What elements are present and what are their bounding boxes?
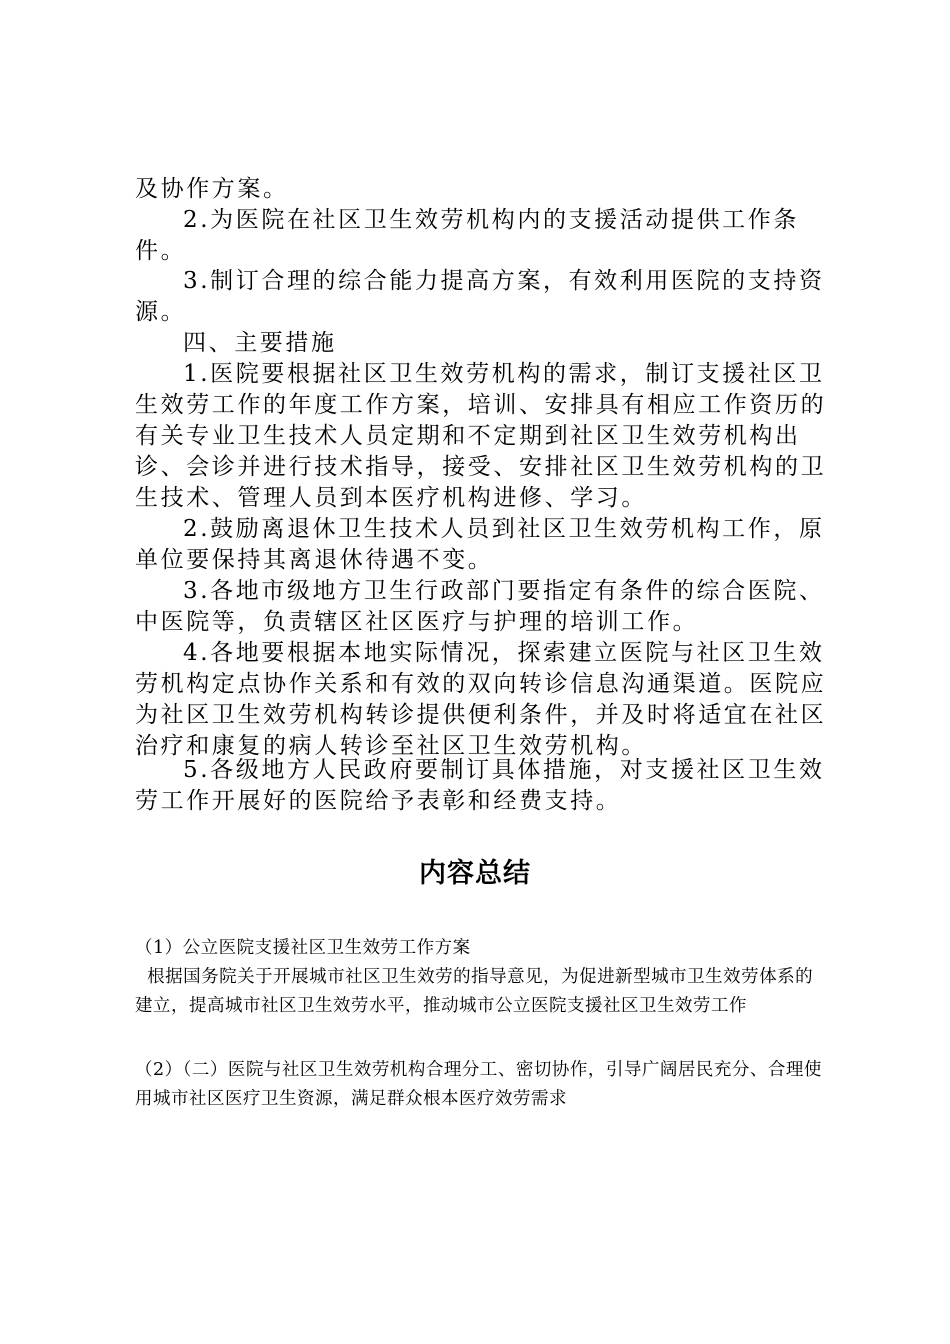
paragraph-item-3: 3.制订合理的综合能力提高方案，有效利用医院的支持资源。 [135,268,825,325]
summary-title: 内容总结 [419,858,531,889]
paragraph-item-2: 2.为医院在社区卫生效劳机构内的支援活动提供工作条件。 [135,207,799,264]
measure-3: 3.各地市级地方卫生行政部门要指定有条件的综合医院、中医院等，负责辖区社区医疗与护理的培训工作。 [135,578,825,635]
summary-line-1: （1）公立医院支援社区卫生效劳工作方案 [135,938,471,958]
measure-1: 1.医院要根据社区卫生效劳机构的需求，制订支援社区卫生效劳工作的年度工作方案，培训、安排具有相应工作资历的有关专业卫生技术人员定期和不定期到社区卫生效劳机构出诊、会诊并进行技术指导，接受、安排社区卫生效劳机构的卫生技术、管理人员到本医疗机构进修、学习。 [135,361,827,511]
summary-line-2: 根据国务院关于开展城市社区卫生效劳的指导意见，为促进新型城市卫生效劳体系的建立，提高城市社区卫生效劳水平，推动城市公立医院支援社区卫生效劳工作 [135,967,814,1016]
measure-5: 5.各级地方人民政府要制订具体措施，对支援社区卫生效劳工作开展好的医院给予表彰和经费支持。 [135,757,825,814]
paragraph-continuation: 及协作方案。 [135,176,289,202]
measure-2: 2.鼓励离退休卫生技术人员到社区卫生效劳机构工作，原单位要保持其离退休待遇不变。 [135,516,825,573]
section-heading: 四、主要措施 [183,330,337,356]
summary-line-3: （2）（二）医院与社区卫生效劳机构合理分工、密切协作，引导广阔居民充分、合理使用城市社区医疗卫生资源，满足群众根本医疗效劳需求 [135,1060,822,1109]
measure-4: 4.各地要根据本地实际情况，探索建立医院与社区卫生效劳机构定点协作关系和有效的双向转诊信息沟通渠道。医院应为社区卫生效劳机构转诊提供便利条件，并及时将适宜在社区治疗和康复的病人转诊至社区卫生效劳机构。 [135,640,827,759]
